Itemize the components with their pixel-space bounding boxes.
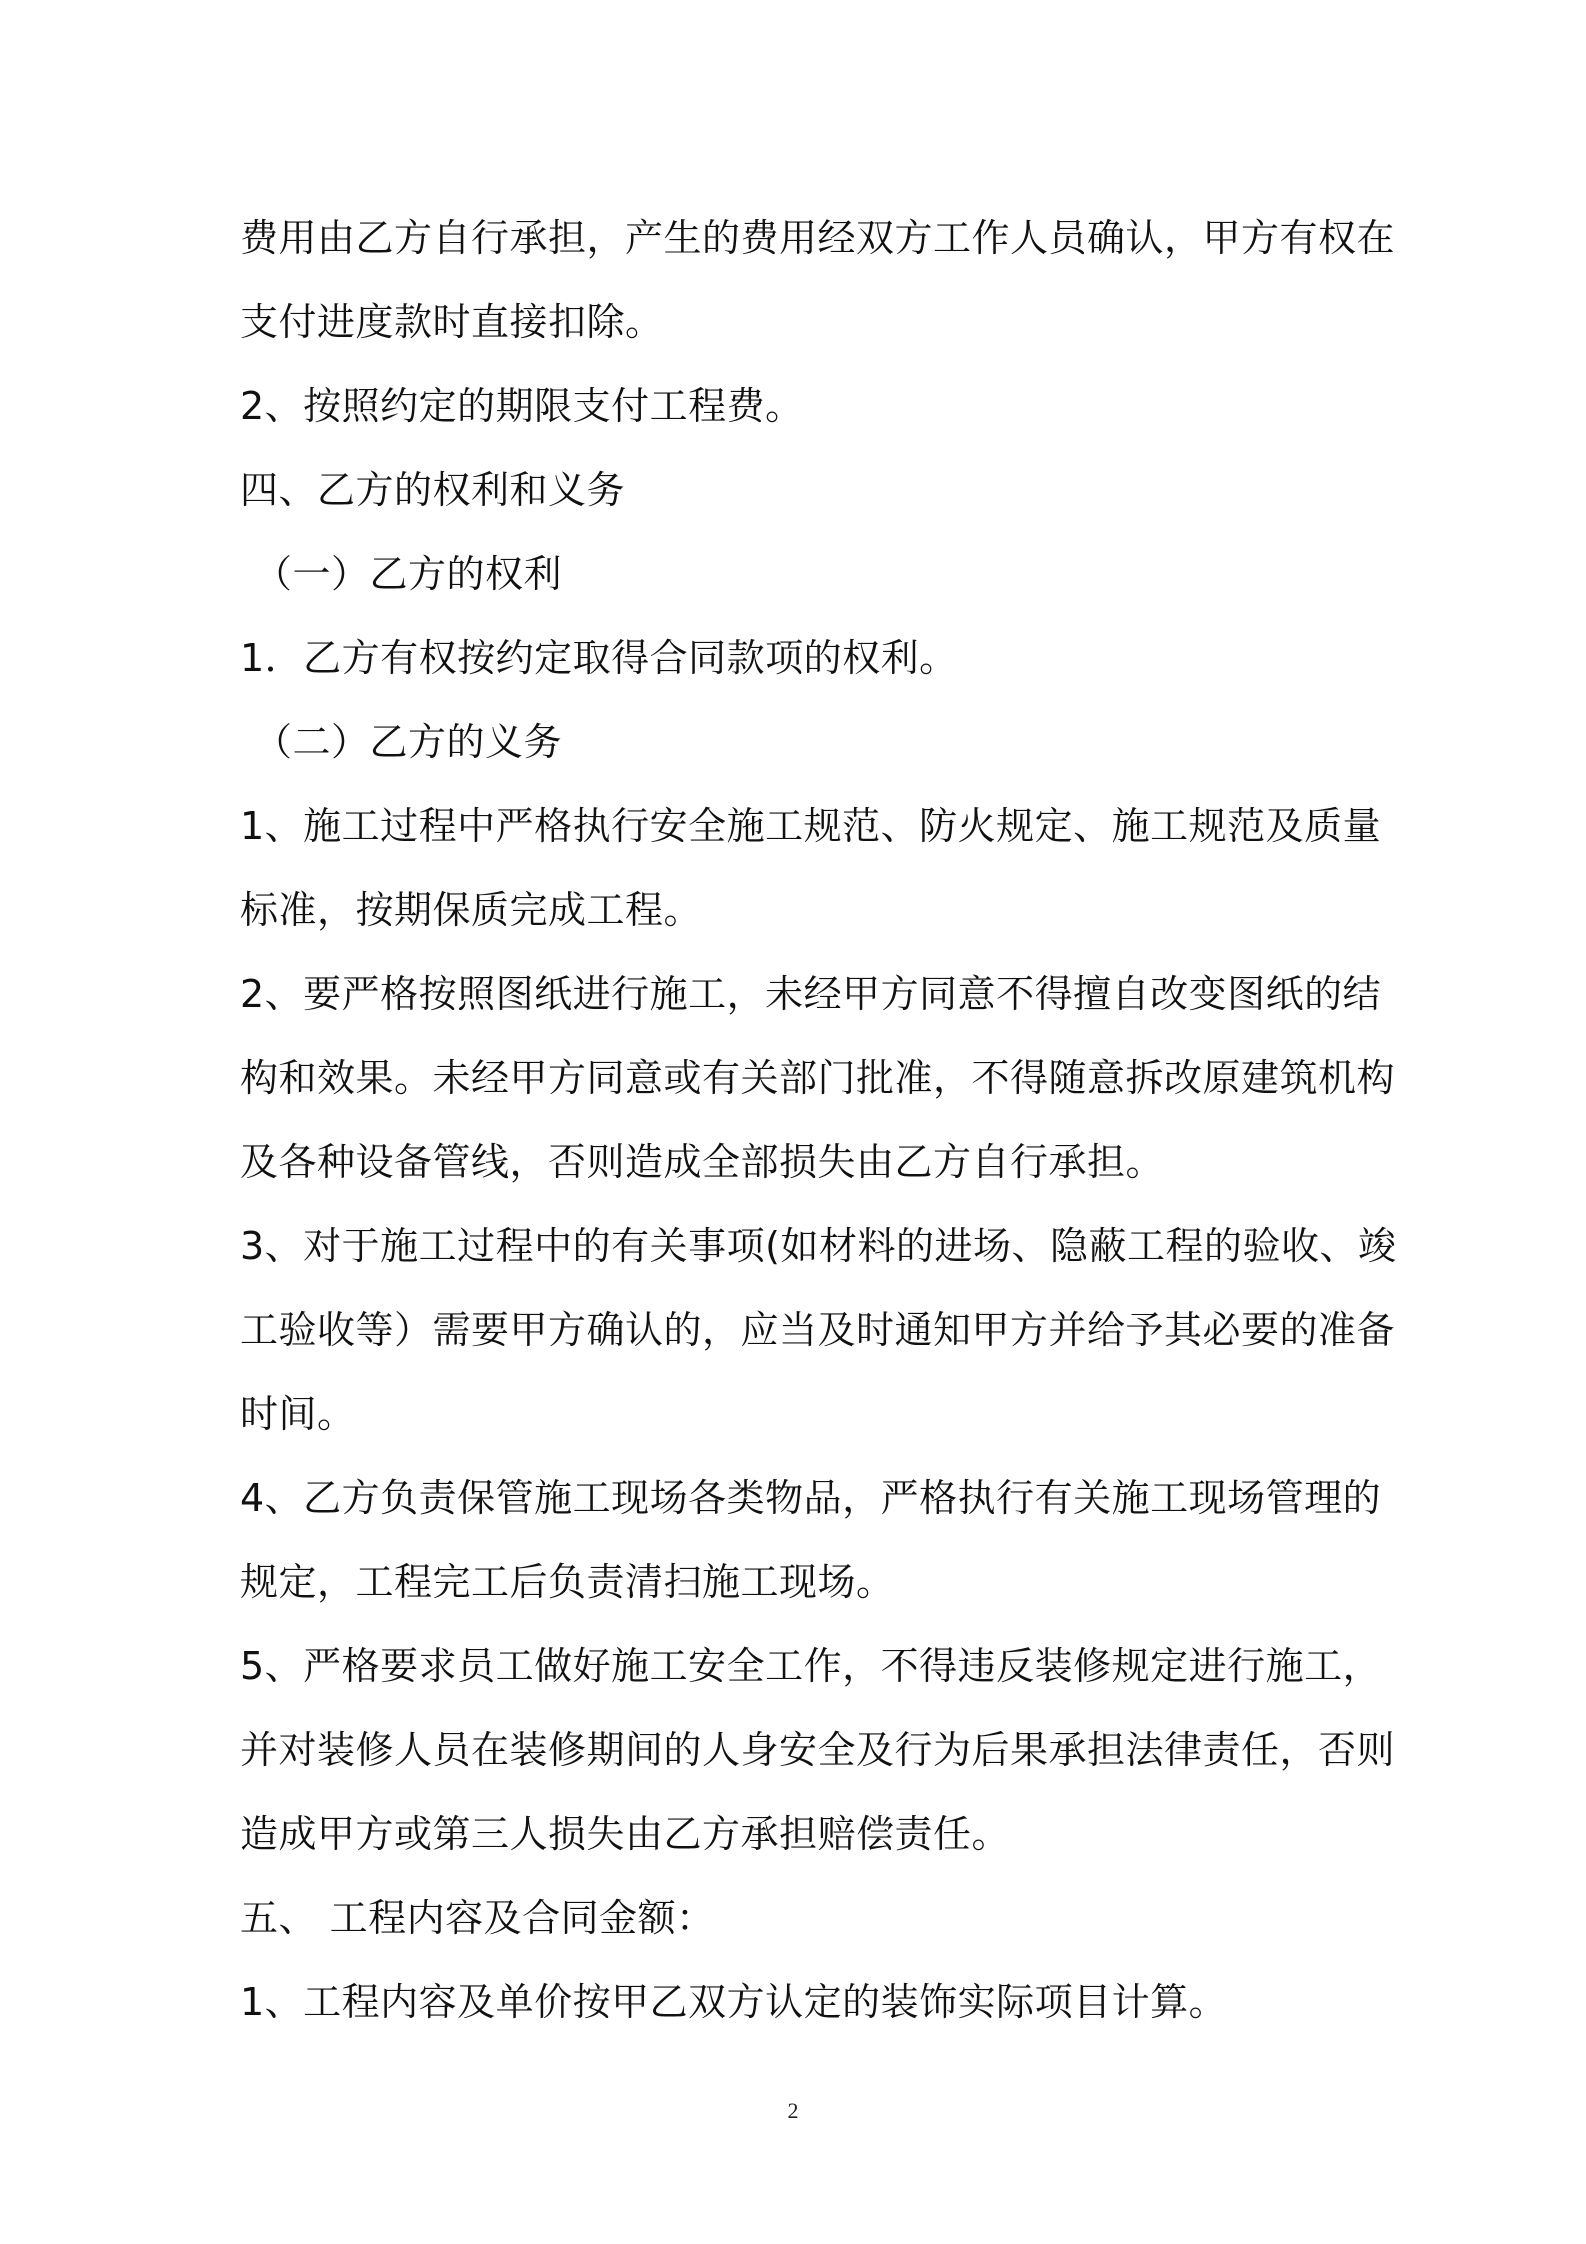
text-line: 3、对于施工过程中的有关事项(如材料的进场、隐蔽工程的验收、竣 <box>240 1224 1397 1268</box>
section-heading: 四、乙方的权利和义务 <box>240 468 626 512</box>
text-line: 2、要严格按照图纸进行施工，未经甲方同意不得擅自改变图纸的结 <box>240 972 1382 1016</box>
text-line: 1、施工过程中严格执行安全施工规范、防火规定、施工规范及质量 <box>240 804 1382 848</box>
text-line: 时间。 <box>240 1392 356 1436</box>
text-line: 4、乙方负责保管施工现场各类物品，严格执行有关施工现场管理的 <box>240 1476 1382 1520</box>
text-line: 2、按照约定的期限支付工程费。 <box>240 384 804 428</box>
page-number: 2 <box>787 2098 799 2123</box>
text-line: 1、工程内容及单价按甲乙双方认定的装饰实际项目计算。 <box>240 1980 1228 2024</box>
text-line: 支付进度款时直接扣除。 <box>240 300 664 344</box>
text-line: 规定，工程完工后负责清扫施工现场。 <box>240 1560 895 1604</box>
text-line: 造成甲方或第三人损失由乙方承担赔偿责任。 <box>240 1812 1011 1856</box>
text-line: 5、严格要求员工做好施工安全工作，不得违反装修规定进行施工， <box>240 1644 1382 1688</box>
text-line: 并对装修人员在装修期间的人身安全及行为后果承担法律责任，否则 <box>240 1728 1396 1772</box>
text-line: 构和效果。未经甲方同意或有关部门批准，不得随意拆改原建筑机构 <box>240 1056 1396 1100</box>
text-line: 1．乙方有权按约定取得合同款项的权利。 <box>240 636 958 680</box>
text-line: 及各种设备管线，否则造成全部损失由乙方自行承担。 <box>240 1140 1165 1184</box>
text-line: 工验收等）需要甲方确认的，应当及时通知甲方并给予其必要的准备 <box>240 1308 1396 1352</box>
subsection-heading: （二）乙方的义务 <box>254 720 563 764</box>
text-line: 标准，按期保质完成工程。 <box>240 888 703 932</box>
text-line: 费用由乙方自行承担，产生的费用经双方工作人员确认，甲方有权在 <box>240 216 1396 260</box>
subsection-heading: （一）乙方的权利 <box>254 552 563 596</box>
section-heading: 五、 工程内容及合同金额： <box>240 1896 715 1940</box>
document-body <box>240 196 1397 2044</box>
